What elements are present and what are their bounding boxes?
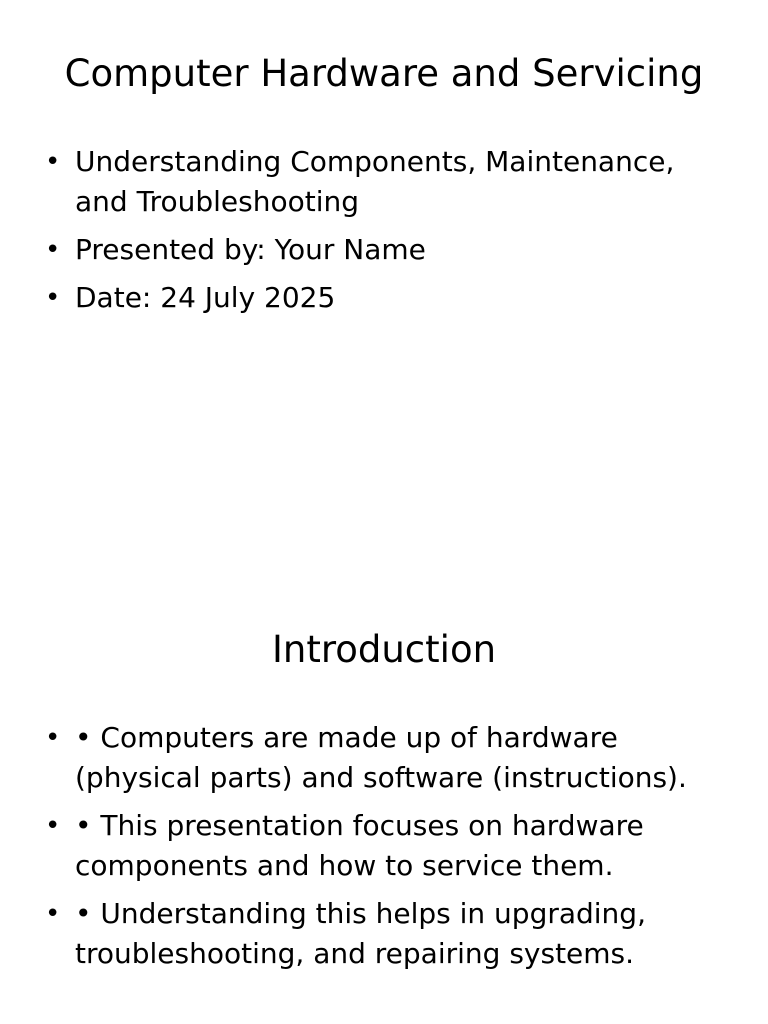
bullet-item (0, 894, 695, 974)
bullet-icon: • (45, 899, 61, 929)
bullet-text: Date: 24 July 2025 (75, 281, 336, 314)
slide-introduction (0, 576, 768, 1024)
bullet-icon: • (45, 283, 61, 313)
bullet-item (0, 718, 695, 798)
bullet-list (0, 142, 695, 326)
bullet-item (0, 142, 695, 222)
bullet-item (0, 230, 695, 270)
bullet-icon: • (45, 723, 61, 753)
bullet-text: Presented by: Your Name (75, 233, 426, 266)
slide-title: Computer Hardware and Servicing (64, 52, 704, 95)
bullet-list (0, 718, 695, 982)
bullet-item (0, 278, 695, 318)
bullet-icon: • (45, 811, 61, 841)
bullet-icon: • (45, 235, 61, 265)
slide-title: Introduction (271, 628, 497, 671)
bullet-text: Understanding Components, Maintenance, and Troubleshooting (75, 145, 675, 218)
bullet-text: • Understanding this helps in upgrading, troubleshooting, and repairing systems. (75, 897, 646, 970)
bullet-item (0, 806, 695, 886)
bullet-text: • Computers are made up of hardware (physical parts) and software (instructions). (75, 721, 687, 794)
bullet-icon: • (45, 147, 61, 177)
bullet-text: • This presentation focuses on hardware components and how to service them. (75, 809, 644, 882)
